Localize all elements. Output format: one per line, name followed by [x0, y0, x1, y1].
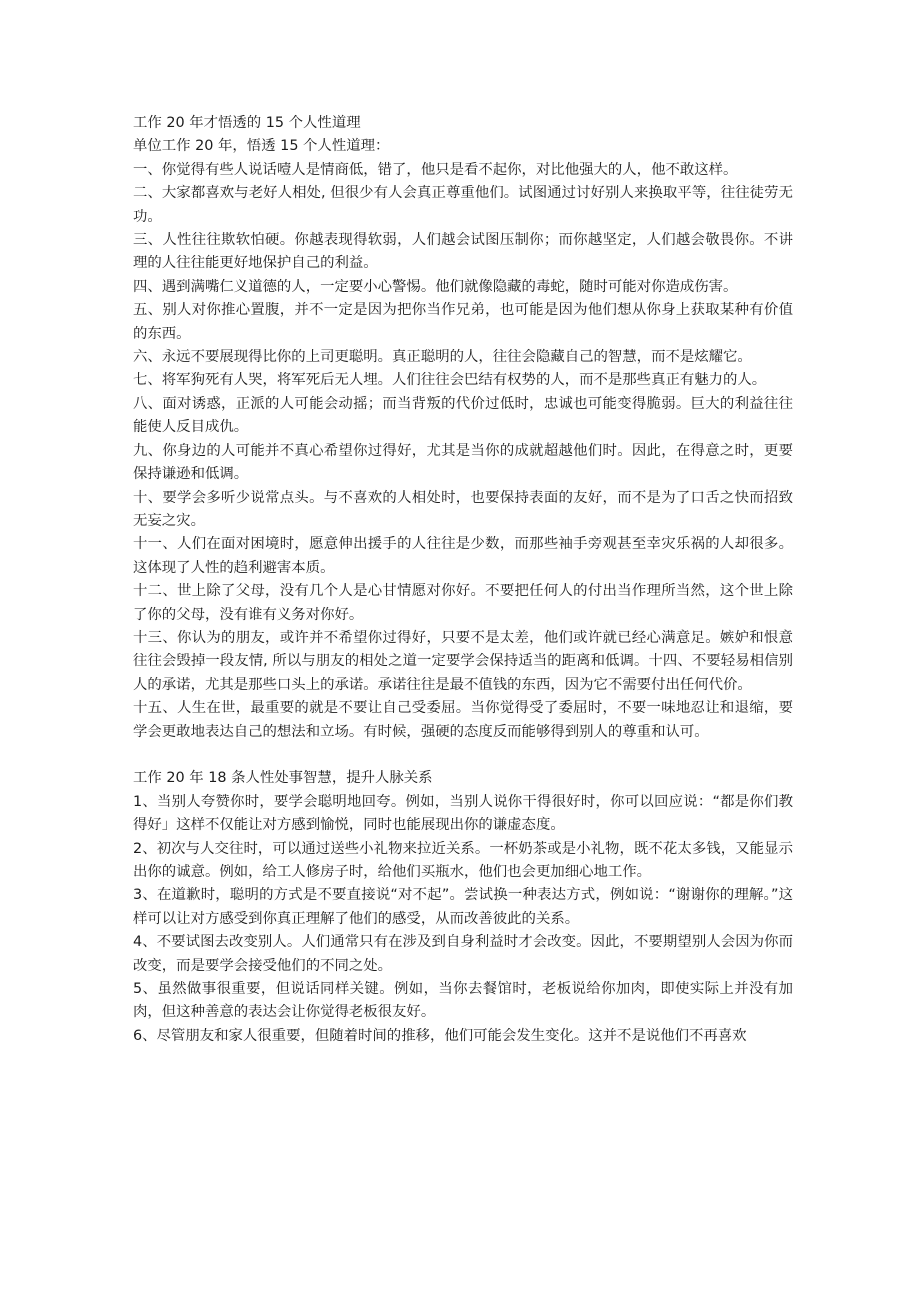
list-item: 3、在道歉时，聪明的方式是不要直接说“对不起”。尝试换一种表达方式，例如说：“谢谢你的理解。”这样可以让对方感受到你真正理解了他们的感受，从而改善彼此的关系。	[133, 887, 793, 927]
list-item: 七、将军狗死有人哭，将军死后无人埋。人们往往会巴结有权势的人，而不是那些真正有魅力的人。	[133, 372, 767, 389]
list-item: 五、别人对你推心置腹，并不一定是因为把你当作兄弟，也可能是因为他们想从你身上获取某种有价值的东西。	[133, 302, 793, 342]
list-item: 十一、人们在面对困境时，愿意伸出援手的人往往是少数，而那些袖手旁观甚至幸灾乐祸的人却很多。这体现了人性的趋利避害本质。	[133, 536, 793, 576]
list-item: 5、虽然做事很重要，但说话同样关键。例如，当你去餐馆时，老板说给你加肉，即使实际上并没有加肉，但这种善意的表达会让你觉得老板很友好。	[133, 981, 793, 1021]
list-item: 4、不要试图去改变别人。人们通常只有在涉及到自身利益时才会改变。因此，不要期望别人会因为你而改变，而是要学会接受他们的不同之处。	[133, 934, 793, 974]
list-item: 九、你身边的人可能并不真心希望你过得好，尤其是当你的成就超越他们时。因此，在得意之时，更要保持谦逊和低调。	[133, 442, 793, 483]
list-item: 二、大家都喜欢与老好人相处, 但很少有人会真正尊重他们。试图通过讨好别人来换取平等，往往徒劳无功。	[133, 185, 793, 225]
section-intro: 单位工作 20 年，悟透 15 个人性道理：	[133, 138, 390, 155]
list-item: 一、你觉得有些人说话噎人是情商低，错了，他只是看不起你，对比他强大的人，他不敢这样。	[133, 161, 738, 178]
list-item: 四、遇到满嘴仁义道德的人，一定要小心警惕。他们就像隐藏的毒蛇，随时可能对你造成伤害。	[133, 278, 738, 295]
list-item: 十三、你认为的朋友，或许并不希望你过得好，只要不是太差，他们或许就已经心满意足。嫉妒和恨意往往会毁掉一段友情, 所以与朋友的相处之道一定要学会保持适当的距离和低调。十四、不要轻易相信别人的承诺，尤其是那些口头上的承诺。承诺往往是最不值钱的东西，因为它不需要付出任何代价。	[133, 629, 793, 693]
list-item: 2、初次与人交往时，可以通过送些小礼物来拉近关系。一杯奶茶或是小礼物，既不花太多钱，又能显示出你的诚意。例如，给工人修房子时，给他们买瓶水，他们也会更加细心地工作。	[133, 840, 793, 880]
section-title-18-wisdoms: 工作 20 年 18 条人性处事智慧，提升人脉关系	[133, 770, 433, 787]
list-item: 十、要学会多听少说常点头。与不喜欢的人相处时，也要保持表面的友好，而不是为了口舌之快而招致无妄之灾。	[133, 489, 793, 529]
section-spacer	[133, 744, 793, 767]
list-item: 6、尽管朋友和家人很重要，但随着时间的推移，他们可能会发生变化。这并不是说他们不再喜欢	[133, 1027, 747, 1044]
list-item: 十二、世上除了父母，没有几个人是心甘情愿对你好。不要把任何人的付出当作理所当然，这个世上除了你的父母，没有谁有义务对你好。	[133, 583, 793, 623]
list-item: 六、永远不要展现得比你的上司更聪明。真正聪明的人，往往会隐藏自己的智慧，而不是炫耀它。	[133, 349, 752, 366]
list-item: 1、当别人夸赞你时，要学会聪明地回夸。例如，当别人说你干得很好时，你可以回应说：“都是你们教得好」这样不仅能让对方感到愉悦，同时也能展现出你的谦虚态度。	[133, 793, 793, 834]
list-item: 八、面对诱惑，正派的人可能会动摇；而当背叛的代价过低时，忠诚也可能变得脆弱。巨大的利益往往能使人反目成仇。	[133, 395, 793, 436]
section-title-15-truths: 工作 20 年才悟透的 15 个人性道理	[133, 115, 361, 131]
list-item: 十五、人生在世，最重要的就是不要让自己受委屈。当你觉得受了委屈时，不要一味地忍让和退缩，要学会更敢地表达自己的想法和立场。有时候，强硬的态度反而能够得到别人的尊重和认可。	[133, 700, 793, 740]
list-item: 三、人性往往欺软怕硬。你越表现得软弱，人们越会试图压制你；而你越坚定，人们越会敬畏你。不讲理的人往往能更好地保护自己的利益。	[133, 232, 793, 272]
document-page	[133, 112, 793, 1048]
